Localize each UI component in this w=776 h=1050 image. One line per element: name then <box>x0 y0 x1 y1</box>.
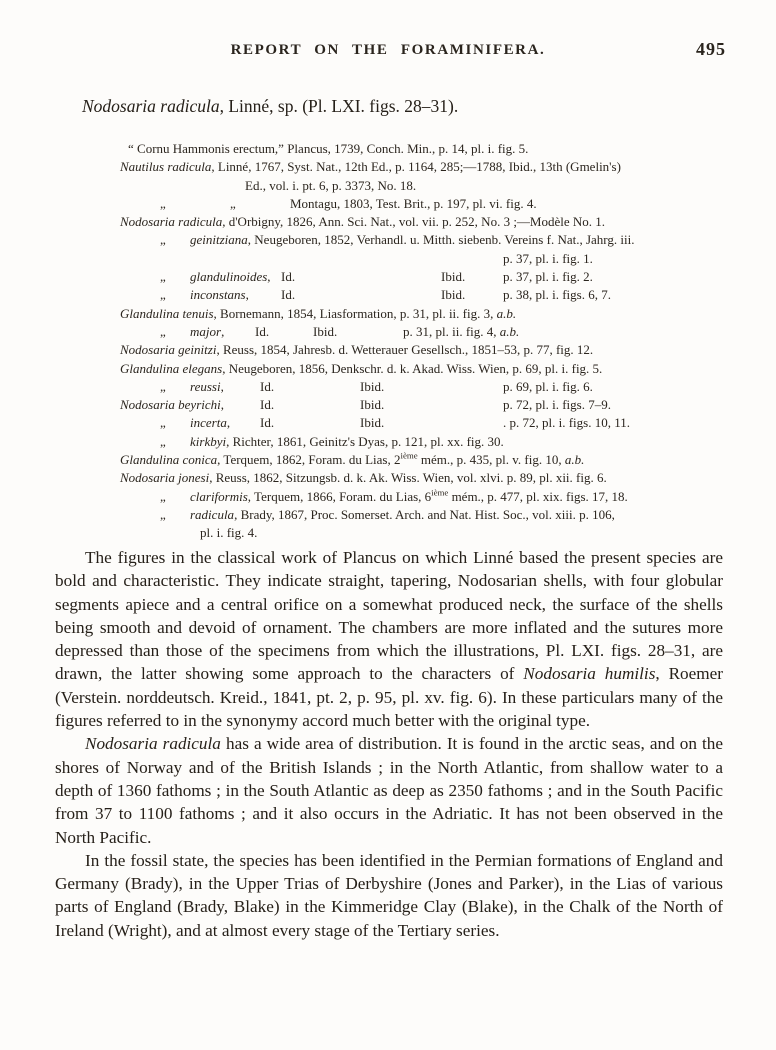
synonymy-cell: Montagu, 1803, Test. Brit., p. 197, pl. vi. fig. 4. <box>290 195 537 211</box>
synonymy-cell: pl. i. fig. 4. <box>200 525 258 541</box>
species-title: Nodosaria radicula, Linné, sp. (Pl. LXI. figs. 28–31). <box>82 96 459 116</box>
body-paragraph: In the fossil state, the species has been identified in the Permian formations of England and Germany (Brady), in the Upper Trias of Derbyshire (Jones and Parker), in the Lias of various parts of England (Brady, Blake) in the Kimmeridge Clay (Blake), in the Chalk of the North of Ireland (Wright), and at almost every stage of the Tertiary series. <box>55 850 723 940</box>
synonymy-line <box>120 415 740 433</box>
body-paragraph: Nodosaria radicula has a wide area of distribution. It is found in the arctic seas, and on the shores of Norway and of the British Islands ; in the North Atlantic, from shallow water to a depth of 1360 fathoms ; in the South Atlantic as deep as 2350 fathoms ; and in the South Pacific from 37 to 1100 fathoms ; and it also occurs in the Adriatic. It has not been observed in the North Pacific. <box>55 734 724 847</box>
synonymy-cell: p. 37, pl. i. fig. 1. <box>503 250 593 266</box>
synonymy-line <box>120 251 740 269</box>
synonymy-cell: clariformis, Terquem, 1866, Foram. du Lias, 6ième mém., p. 477, pl. xix. figs. 17, 18. <box>190 487 628 504</box>
synonymy-line <box>120 178 740 196</box>
running-head: REPORT ON THE FORAMINIFERA. <box>230 42 546 58</box>
synonymy-cell: Ibid. <box>360 378 385 394</box>
synonymy-cell: „ <box>160 195 166 211</box>
synonymy-cell: „ <box>160 287 166 303</box>
synonymy-line <box>120 434 740 452</box>
synonymy-cell: inconstans, <box>190 287 249 303</box>
synonymy-cell: Glandulina elegans, Neugeboren, 1856, Denkschr. d. k. Akad. Wiss. Wien, p. 69, pl. i. fig. 5. <box>120 360 603 376</box>
synonymy-list <box>120 141 740 544</box>
synonymy-cell: Id. <box>281 269 296 285</box>
synonymy-cell: „ <box>160 323 166 339</box>
synonymy-cell: . p. 72, pl. i. figs. 10, 11. <box>503 415 630 431</box>
synonymy-cell: „ <box>160 488 166 504</box>
synonymy-cell: geinitziana, Neugeboren, 1852, Verhandl. u. Mitth. siebenb. Vereins f. Nat., Jahrg. iii. <box>190 232 635 248</box>
page-number: 495 <box>696 39 726 59</box>
synonymy-cell: Nodosaria geinitzi, Reuss, 1854, Jahresb. d. Wetterauer Gesellsch., 1851–53, p. 77, fig. 12. <box>120 342 594 358</box>
synonymy-cell: Ed., vol. i. pt. 6, p. 3373, No. 18. <box>245 177 417 193</box>
synonymy-cell: „ <box>160 378 166 394</box>
synonymy-line <box>120 141 740 159</box>
synonymy-cell: kirkbyi, Richter, 1861, Geinitz's Dyas, p. 121, pl. xx. fig. 30. <box>190 433 504 449</box>
synonymy-cell: glandulinoides, <box>190 269 271 285</box>
synonymy-line <box>120 306 740 324</box>
synonymy-cell: Ibid. <box>441 269 466 285</box>
synonymy-cell: p. 31, pl. ii. fig. 4, a.b. <box>403 323 520 339</box>
synonymy-cell: Ibid. <box>360 415 385 431</box>
synonymy-cell: Ibid. <box>441 287 466 303</box>
synonymy-cell: Glandulina tenuis, Bornemann, 1854, Liasformation, p. 31, pl. ii. fig. 3, a.b. <box>120 305 517 321</box>
synonymy-cell: p. 37, pl. i. fig. 2. <box>503 269 593 285</box>
synonymy-line <box>120 361 740 379</box>
synonymy-line <box>120 452 740 470</box>
synonymy-line <box>120 159 740 177</box>
body-paragraph: The figures in the classical work of Plancus on which Linné based the present species are bold and characteristic. They indicate straight, tapering, Nodosarian shells, with four globular segments apiece and a central orifice on a somewhat produced neck, the surface of the shells being smooth and devoid of ornament. The chambers are more inflated and the sutures more depressed than those of the specimens from which the illustrations, Pl. LXI. figs. 28–31, are drawn, the latter showing some approach to the characters of Nodosaria humilis, Roemer (Verstein. norddeutsch. Kreid., 1841, pt. 2, p. 95, pl. xv. fig. 6). In these particulars many of the figures referred to in the synonymy accord much better with the original type. <box>55 548 723 731</box>
synonymy-cell: Nodosaria jonesi, Reuss, 1862, Sitzungsb. d. k. Ak. Wiss. Wien, vol. xlvi. p. 89, pl. xii. fig. 6. <box>120 470 607 486</box>
synonymy-line <box>120 397 740 415</box>
synonymy-cell: Id. <box>260 397 275 413</box>
synonymy-cell: Nautilus radicula, Linné, 1767, Syst. Nat., 12th Ed., p. 1164, 285;—1788, Ibid., 13th (Gmelin's) <box>120 159 621 175</box>
synonymy-cell: p. 72, pl. i. figs. 7–9. <box>503 397 611 413</box>
synonymy-cell: „ <box>160 269 166 285</box>
synonymy-line <box>120 287 740 305</box>
synonymy-line <box>120 232 740 250</box>
synonymy-line <box>120 489 740 507</box>
synonymy-cell: Ibid. <box>313 323 338 339</box>
synonymy-cell: Id. <box>260 378 275 394</box>
synonymy-cell: “ Cornu Hammonis erectum,” Plancus, 1739, Conch. Min., p. 14, pl. i. fig. 5. <box>128 141 529 156</box>
synonymy-cell: reussi, <box>190 378 224 394</box>
synonymy-line <box>120 214 740 232</box>
synonymy-line <box>120 525 740 543</box>
synonymy-cell: Glandulina conica, Terquem, 1862, Foram. du Lias, 2ième mém., p. 435, pl. v. fig. 10, a.b. <box>120 450 585 468</box>
synonymy-line <box>120 379 740 397</box>
body-text <box>55 546 723 942</box>
synonymy-cell: Id. <box>260 415 275 431</box>
synonymy-cell: major, <box>190 323 225 339</box>
synonymy-cell: p. 38, pl. i. figs. 6, 7. <box>503 287 611 303</box>
synonymy-line <box>120 196 740 214</box>
synonymy-cell: „ <box>160 415 166 431</box>
synonymy-cell: Id. <box>281 287 296 303</box>
synonymy-cell: Ibid. <box>360 397 385 413</box>
synonymy-line <box>120 507 740 525</box>
synonymy-line <box>120 324 740 342</box>
synonymy-line <box>120 342 740 360</box>
synonymy-cell: „ <box>230 195 236 211</box>
synonymy-cell: „ <box>160 232 166 248</box>
synonymy-cell: radicula, Brady, 1867, Proc. Somerset. Arch. and Nat. Hist. Soc., vol. xiii. p. 106, <box>190 506 615 522</box>
synonymy-cell: incerta, <box>190 415 231 431</box>
synonymy-cell: Nodosaria beyrichi, <box>120 397 224 413</box>
synonymy-cell: p. 69, pl. i. fig. 6. <box>503 378 593 394</box>
synonymy-line <box>120 269 740 287</box>
synonymy-cell: „ <box>160 506 166 522</box>
synonymy-cell: Nodosaria radicula, d'Orbigny, 1826, Ann. Sci. Nat., vol. vii. p. 252, No. 3 ;—Modèle No. 1. <box>120 214 606 230</box>
synonymy-line <box>120 470 740 488</box>
synonymy-cell: „ <box>160 433 166 449</box>
synonymy-cell: Id. <box>255 323 270 339</box>
